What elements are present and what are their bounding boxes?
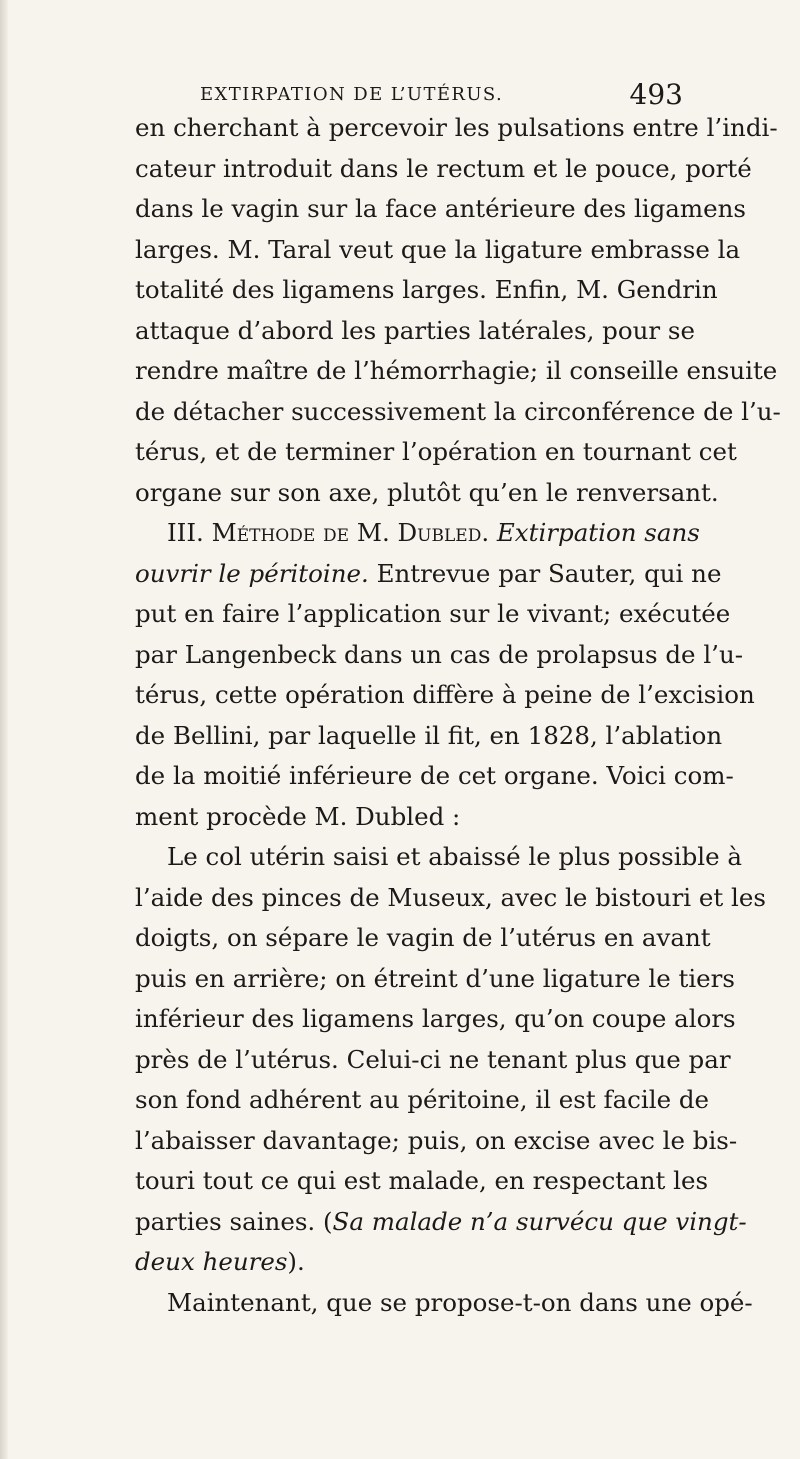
text-line-24: près de l’utérus. Celui-ci ne tenant plus que par [135, 1044, 731, 1074]
text-line-2: cateur introduit dans le rectum et le pouce, porté [135, 153, 752, 183]
text-line-8: de détacher successivement la circonférence de l’u- [135, 396, 781, 426]
text-line-28: parties saines. (Sa malade n’a survécu que vingt- [135, 1206, 747, 1236]
text-line-6: attaque d’abord les parties latérales, pour se [135, 315, 695, 345]
method-heading: Méthode de M. Dubled. [211, 518, 490, 547]
method-heading-line: III. Méthode de M. Dubled. Extirpation sans [167, 518, 700, 547]
text-line-20: l’aide des pinces de Museux, avec le bistouri et les [135, 882, 766, 912]
text-line-13: put en faire l’application sur le vivant; exécutée [135, 599, 731, 628]
text-line-19: Le col utérin saisi et abaissé le plus possible à [167, 842, 743, 871]
text-line-5: totalité des ligamens larges. Enfin, M. Gendrin [135, 275, 718, 304]
method-subtitle: Extirpation sans [489, 518, 700, 547]
text-line-3: dans le vagin sur la face antérieure des ligamens [135, 194, 746, 223]
text-line-22: puis en arrière; on étreint d’une ligature le tiers [135, 963, 735, 993]
text-line-1: en cherchant à percevoir les pulsations entre l’indi- [135, 113, 778, 142]
text-line-10: organe sur son axe, plutôt qu’en le renversant. [135, 477, 719, 507]
running-head [135, 60, 695, 111]
text-line-14: par Langenbeck dans un cas de prolapsus de l’u- [135, 639, 744, 669]
text-line-15: térus, cette opération diffère à peine de l’excision [135, 680, 755, 709]
text-line-25: son fond adhérent au péritoine, il est facile de [135, 1085, 710, 1114]
text-line-29: deux heures). [135, 1247, 305, 1276]
text-line-17: de la moitié inférieure de cet organe. Voici com- [135, 761, 734, 790]
text-line-7: rendre maître de l’hémorrhagie; il conseille ensuite [135, 356, 778, 385]
text-line-4: larges. M. Taral veut que la ligature embrasse la [135, 234, 741, 264]
running-title: EXTIRPATION DE L’UTÉRUS. [200, 84, 504, 105]
text-line-18: ment procède M. Dubled : [135, 801, 461, 831]
text-line-30: Maintenant, que se propose-t-on dans une opé- [167, 1287, 753, 1317]
text-line-27: touri tout ce qui est malade, en respectant les [135, 1166, 709, 1195]
text-line-16: de Bellini, par laquelle il fit, en 1828, l’ablation [135, 720, 723, 750]
text-line-12: ouvrir le péritoine. Entrevue par Sauter, qui ne [135, 558, 722, 588]
text-line-9: térus, et de terminer l’opération en tournant cet [135, 437, 737, 466]
text-line-21: doigts, on sépare le vagin de l’utérus en avant [135, 923, 711, 952]
page-number: 493 [629, 78, 683, 111]
page-gutter [0, 0, 8, 1459]
text-line-23: inférieur des ligamens larges, qu’on coupe alors [135, 1004, 736, 1033]
book-page [135, 60, 781, 1323]
text-line-26: l’abaisser davantage; puis, on excise avec le bis- [135, 1125, 738, 1155]
body-text [135, 108, 781, 1323]
